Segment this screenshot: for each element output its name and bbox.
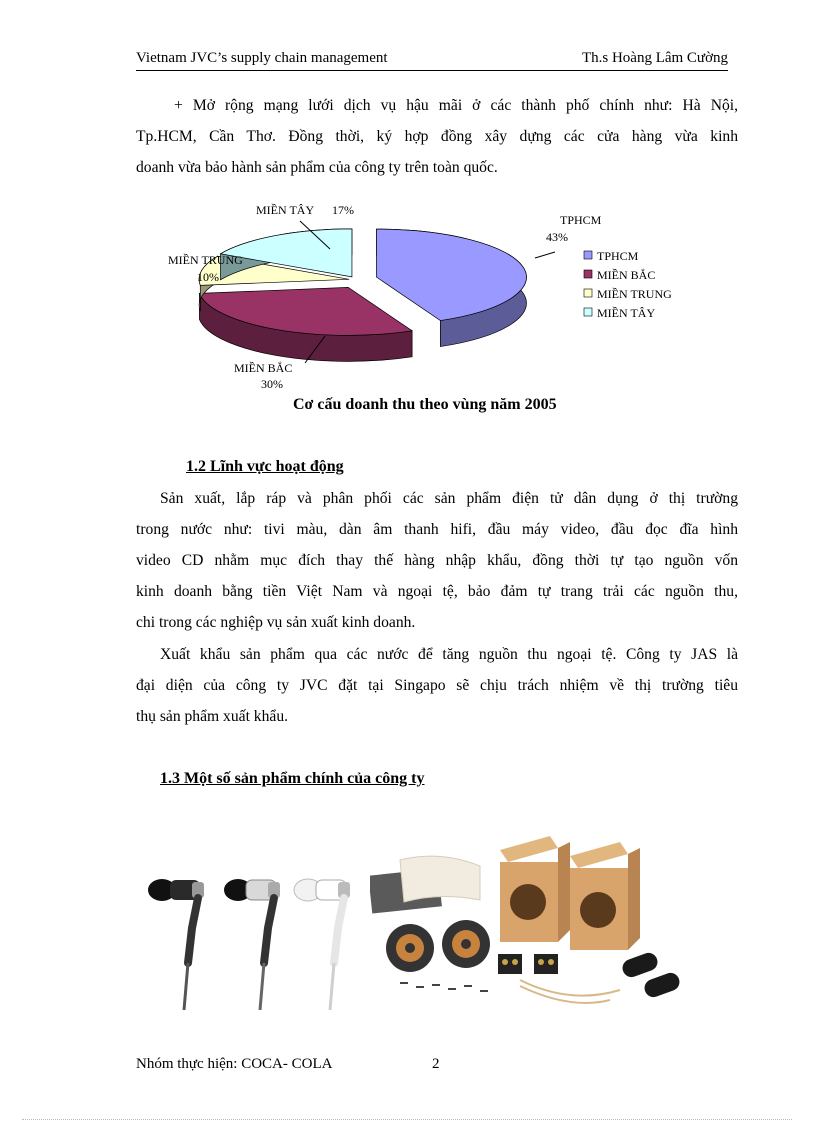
earphone-silver	[224, 879, 280, 1010]
wooden-box-right	[570, 842, 640, 950]
text-line: video CD nhằm mục đích thay thế hàng nhập khẩu, đồng thời tự tạo nguồn vốn	[136, 552, 738, 569]
text-line: đại diện của công ty JVC đặt tại Singapo sẽ chịu trách nhiệm về thị trường tiêu	[136, 677, 738, 694]
page-edge-dots	[22, 1119, 792, 1120]
legend-swatch-mien-bac	[584, 270, 592, 278]
legend-mien-tay: MIỀN TÂY	[597, 306, 656, 320]
header-author: Th.s Hoàng Lâm Cường	[581, 50, 728, 66]
value-mien-bac: 30%	[261, 377, 283, 391]
label-tphcm: TPHCM	[560, 213, 602, 227]
text-line: trong nước như: tivi màu, dàn âm thanh hifi, đầu máy video, đầu đọc đĩa hình	[136, 521, 738, 538]
text-line: thụ sản phẩm xuất khẩu.	[136, 708, 289, 725]
legend-tphcm: TPHCM	[597, 249, 639, 263]
page-number: 2	[432, 1056, 440, 1072]
wooden-box-left	[500, 836, 570, 942]
speaker-drivers	[386, 920, 490, 972]
section-1-2-title: 1.2 Lĩnh vực hoạt động	[186, 458, 344, 475]
text-line: Sản xuất, lắp ráp và phân phối các sản phẩm điện tử dân dụng ở thị trường	[160, 490, 738, 507]
label-mien-bac: MIỀN BẮC	[234, 361, 293, 375]
earphones-photo	[140, 868, 370, 1010]
text-line: doanh vừa bảo hành sản phẩm của công ty trên toàn quốc.	[136, 159, 498, 176]
legend-swatch-mien-trung	[584, 289, 592, 297]
intro-paragraph	[136, 90, 738, 183]
legend-mien-bac: MIỀN BẮC	[597, 268, 656, 282]
leader-line-tphcm	[535, 252, 555, 258]
section-1-3-title: 1.3 Một số sản phẩm chính của công ty	[160, 770, 425, 787]
text-line: kinh doanh bằng tiền Việt Nam và ngoại tệ, bảo đảm tự trang trải các nguồn thu,	[136, 583, 738, 600]
label-mien-trung: MIỀN TRUNG	[168, 253, 243, 267]
legend-swatch-mien-tay	[584, 308, 592, 316]
value-tphcm: 43%	[546, 230, 568, 244]
section-1-2-paragraph-2	[136, 639, 738, 732]
value-mien-tay: 17%	[332, 203, 354, 217]
text-line: chi trong các nghiệp vụ sản xuất kinh doanh.	[136, 614, 416, 631]
earphone-black	[148, 879, 204, 1010]
header-title: Vietnam JVC’s supply chain management	[136, 50, 388, 66]
chart-caption: Cơ cấu doanh thu theo vùng năm 2005	[293, 396, 557, 413]
text-line: Tp.HCM, Cần Thơ. Đồng thời, ký hợp đồng xây dựng các cửa hàng vừa kinh	[136, 128, 738, 145]
text-line: + Mở rộng mạng lưới dịch vụ hậu mãi ở các thành phố chính như: Hà Nội,	[174, 97, 738, 114]
speaker-kit-photo	[370, 830, 692, 1010]
page-header	[136, 48, 728, 71]
revenue-pie-chart	[150, 196, 710, 396]
legend-swatch-tphcm	[584, 251, 592, 259]
pie-slice-mien-bac	[199, 287, 412, 361]
label-mien-tay: MIỀN TÂY	[256, 203, 315, 217]
legend-mien-trung: MIỀN TRUNG	[597, 287, 672, 301]
section-1-2-paragraph-1	[136, 483, 738, 638]
earphone-white	[294, 879, 350, 1010]
value-mien-trung: 10%	[197, 270, 219, 284]
footer-group: Nhóm thực hiện: COCA- COLA	[136, 1056, 333, 1072]
chart-legend	[584, 249, 672, 320]
text-line: Xuất khẩu sản phẩm qua các nước để tăng nguồn thu ngoại tệ. Công ty JAS là	[160, 646, 738, 663]
